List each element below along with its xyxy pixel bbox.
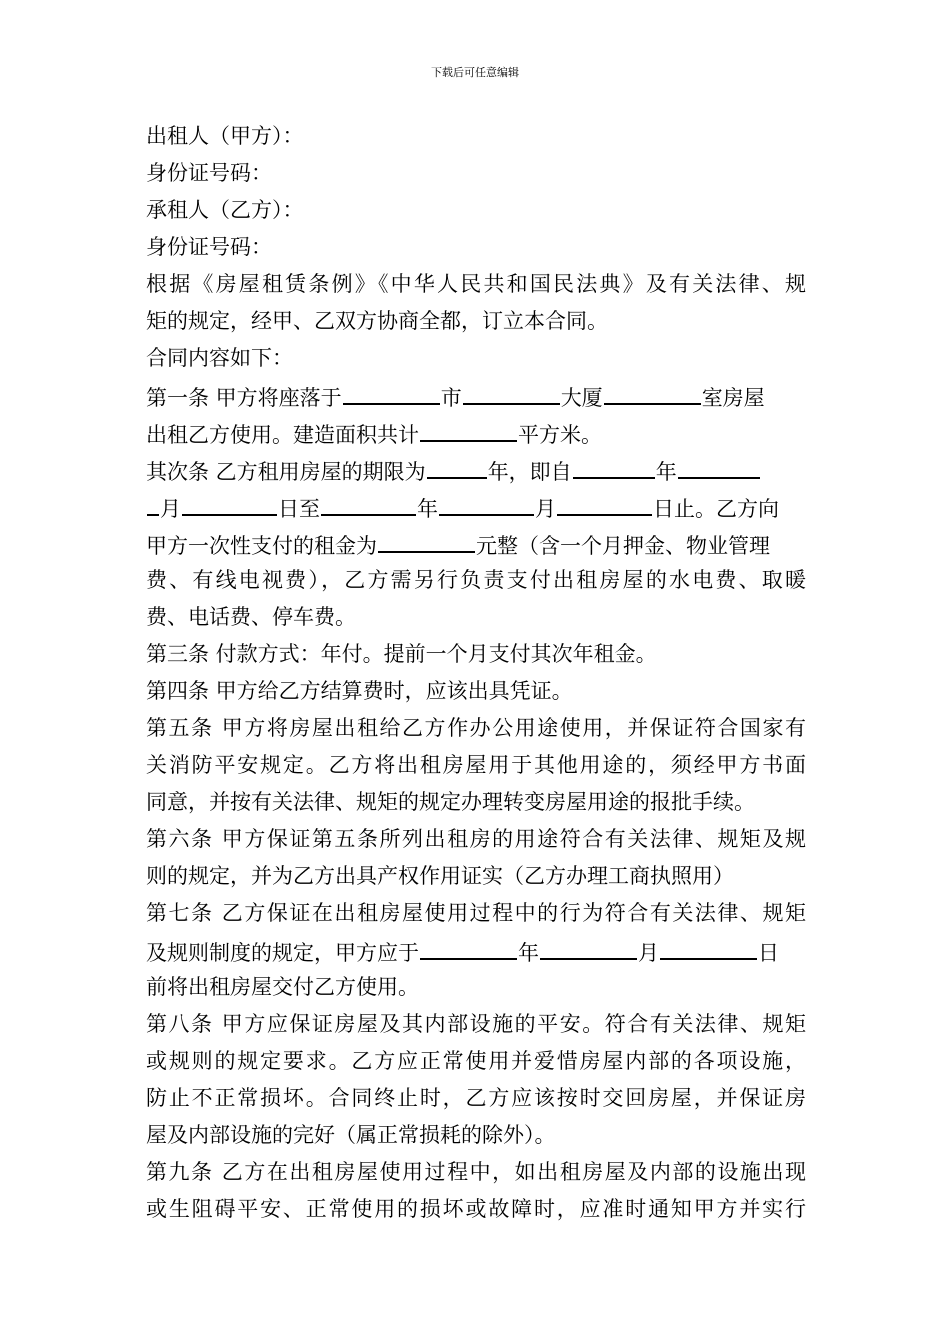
blank-line	[678, 451, 760, 479]
article-1-line-2	[146, 414, 806, 451]
page-header-note: 下载后可任意编辑	[431, 66, 519, 79]
article-8-line-1: 第八条 甲方应保证房屋及其内部设施的平安。符合有关法律、规矩	[146, 1012, 806, 1036]
text-segment: 年	[655, 460, 677, 484]
article-2-line-4: 费、有线电视费），乙方需另行负责支付出租房屋的水电费、取暖	[146, 568, 806, 592]
blank-line	[557, 488, 652, 516]
article-2-line-1	[146, 451, 806, 488]
text-segment: 日止。乙方向	[653, 497, 779, 521]
text-segment: 年	[417, 497, 438, 521]
article-1-line-1	[146, 377, 806, 414]
blank-line	[660, 932, 757, 960]
contract-body	[146, 118, 806, 1228]
article-2-line-3	[146, 525, 806, 562]
article-8-line-3: 防止不正常损坏。合同终止时，乙方应该按时交回房屋，并保证房	[146, 1086, 806, 1110]
lessee-id-line: 身份证号码：	[146, 235, 272, 259]
article-4: 第四条 甲方给乙方结算费时，应该出具凭证。	[146, 679, 573, 703]
preamble-line-1: 根据《房屋租赁条例》《中华人民共和国民法典》及有关法律、规	[146, 272, 806, 296]
article-8-line-2: 或规则的规定要求。乙方应正常使用并爱惜房屋内部的各项设施，	[146, 1049, 806, 1073]
article-9-line-2: 或生阻碍平安、正常使用的损坏或故障时，应准时通知甲方并实行	[146, 1197, 806, 1221]
lessee-line: 承租人（乙方）：	[146, 198, 304, 222]
article-7-line-3: 前将出租房屋交付乙方使用。	[146, 975, 419, 999]
article-2-line-5: 费、电话费、停车费。	[146, 605, 356, 629]
lessor-id-line: 身份证号码：	[146, 161, 272, 185]
article-9-line-1: 第九条 乙方在出租房屋使用过程中，如出租房屋及内部的设施出现	[146, 1160, 806, 1184]
article-8-line-4: 屋及内部设施的完好（属正常损耗的除外）。	[146, 1123, 556, 1147]
article-5-line-2: 关消防平安规定。乙方将出租房屋用于其他用途的，须经甲方书面	[146, 753, 806, 777]
text-segment: 平方米。	[518, 423, 602, 447]
article-7-line-2	[146, 932, 806, 969]
blank-line	[147, 488, 159, 516]
contents-heading: 合同内容如下：	[146, 346, 293, 370]
text-segment: 年，即自	[487, 460, 572, 484]
blank-line	[321, 488, 416, 516]
article-2-line-2	[146, 488, 806, 525]
text-segment: 出租乙方使用。建造面积共计	[146, 423, 419, 447]
text-segment: 甲方一次性支付的租金为	[146, 534, 377, 558]
text-segment: 日至	[278, 497, 320, 521]
text-segment: 月	[638, 941, 659, 965]
text-segment: 月	[160, 497, 181, 521]
blank-line	[343, 377, 440, 405]
article-6-line-1: 第六条 甲方保证第五条所列出租房的用途符合有关法律、规矩及规	[146, 827, 806, 851]
article-7-line-1: 第七条 乙方保证在出租房屋使用过程中的行为符合有关法律、规矩	[146, 901, 806, 925]
lessor-line: 出租人（甲方）：	[146, 124, 304, 148]
blank-line	[420, 414, 517, 442]
preamble-line-2: 矩的规定，经甲、乙双方协商全都，订立本合同。	[146, 309, 608, 333]
text-segment: 其次条 乙方租用房屋的期限为	[146, 460, 426, 484]
blank-line	[604, 377, 701, 405]
text-segment: 第一条 甲方将座落于	[146, 386, 342, 410]
blank-line	[427, 451, 487, 479]
blank-line	[420, 932, 517, 960]
text-segment: 大厦	[560, 386, 603, 410]
text-segment: 及规则制度的规定，甲方应于	[146, 941, 419, 965]
text-segment: 市	[440, 386, 462, 410]
blank-line	[378, 525, 475, 553]
text-segment: 室房屋	[701, 386, 765, 410]
text-segment: 日	[758, 941, 779, 965]
blank-line	[540, 932, 637, 960]
text-segment: 元整（含一个月押金、物业管理	[476, 534, 770, 558]
blank-line	[439, 488, 534, 516]
article-5-line-1: 第五条 甲方将房屋出租给乙方作办公用途使用，并保证符合国家有	[146, 716, 806, 740]
blank-line	[573, 451, 655, 479]
blank-line	[463, 377, 560, 405]
article-3: 第三条 付款方式：年付。提前一个月支付其次年租金。	[146, 642, 657, 666]
article-5-line-3: 同意，并按有关法律、规矩的规定办理转变房屋用途的报批手续。	[146, 790, 755, 814]
blank-line	[182, 488, 277, 516]
text-segment: 月	[535, 497, 556, 521]
text-segment: 年	[518, 941, 539, 965]
article-6-line-2: 则的规定，并为乙方出具产权作用证实（乙方办理工商执照用）	[146, 864, 734, 888]
